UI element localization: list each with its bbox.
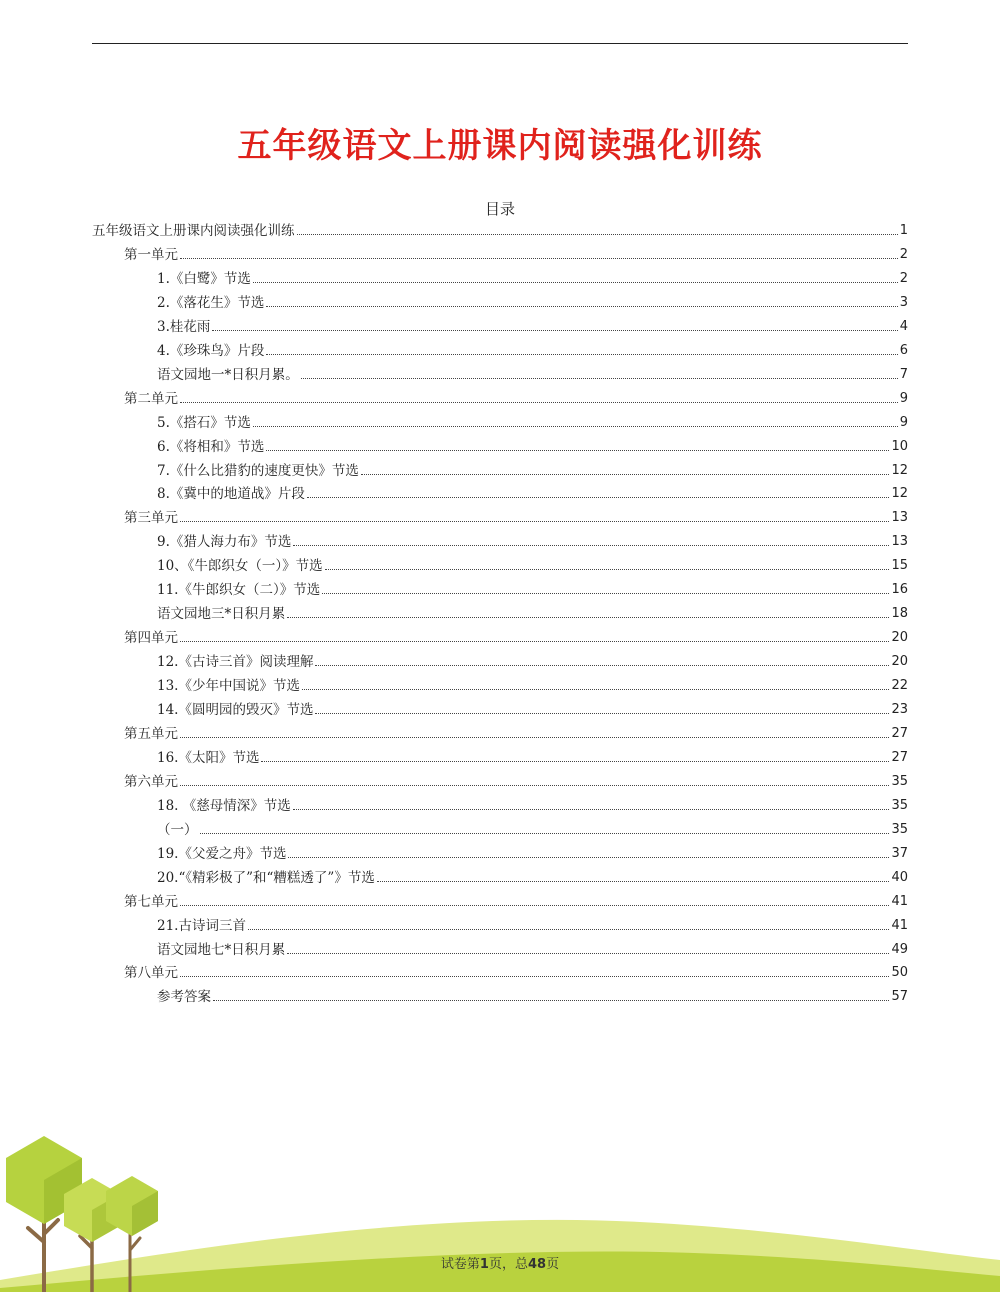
toc-entry[interactable] [157, 364, 908, 384]
toc-entry-page-number: 2 [899, 246, 908, 262]
toc-entry-title: 19.《父爱之舟》节选 [157, 845, 287, 862]
toc-entry-page-number: 49 [891, 941, 908, 957]
toc-entry[interactable] [157, 483, 908, 503]
toc-dot-leader [200, 832, 890, 834]
document-title: 五年级语文上册课内阅读强化训练 [237, 126, 763, 166]
toc-entry-title: 第三单元 [124, 510, 178, 527]
toc-dot-leader [287, 952, 889, 954]
toc-entry-title: 18. 《慈母情深》节选 [157, 797, 291, 814]
toc-entry-title: 第六单元 [124, 773, 178, 790]
toc-entry[interactable] [157, 603, 908, 623]
page-footer [0, 1253, 1000, 1272]
toc-entry-title: 14.《圆明园的毁灭》节选 [157, 702, 314, 718]
toc-dot-leader [266, 449, 889, 451]
toc-entry-title: 1.《白鹭》节选 [157, 270, 251, 287]
toc-dot-leader [180, 736, 889, 738]
toc-entry-page-number: 4 [899, 318, 908, 334]
toc-entry[interactable] [157, 795, 908, 815]
footer-suffix: 页 [546, 1257, 560, 1272]
toc-dot-leader [293, 544, 889, 546]
toc-dot-leader [288, 856, 889, 858]
toc-entry-page-number: 7 [899, 366, 908, 382]
toc-entry[interactable] [124, 962, 908, 982]
toc-entry-page-number: 10 [891, 438, 908, 454]
footer-total-pages: 48 [527, 1257, 547, 1272]
toc-entry-page-number: 18 [891, 606, 908, 622]
toc-entry-title: 9.《猎人海力布》节选 [157, 534, 292, 551]
toc-dot-leader [377, 880, 890, 882]
toc-entry-page-number: 20 [891, 654, 908, 670]
toc-entry-title: 13.《少年中国说》节选 [157, 678, 300, 695]
toc-entry[interactable] [157, 340, 908, 360]
toc-entry-page-number: 50 [891, 965, 908, 981]
toc-entry[interactable] [157, 555, 908, 575]
toc-entry[interactable] [157, 292, 908, 312]
toc-entry-title: 参考答案 [157, 989, 211, 1006]
toc-dot-leader [322, 592, 889, 594]
toc-entry-page-number: 41 [891, 893, 908, 909]
toc-entry-page-number: 2 [899, 270, 908, 286]
toc-entry-page-number: 15 [891, 558, 908, 574]
toc-entry-page-number: 27 [891, 749, 908, 765]
toc-entry-title: 11.《牛郎织女（二）》节选 [157, 582, 321, 599]
toc-entry[interactable] [157, 436, 908, 456]
toc-entry-page-number: 22 [891, 678, 908, 694]
toc-entry-page-number: 9 [899, 390, 908, 406]
toc-entry-title: 3.桂花雨 [157, 318, 211, 335]
toc-entry-page-number: 13 [891, 510, 908, 526]
toc-entry[interactable] [124, 627, 908, 647]
toc-dot-leader [293, 808, 890, 810]
toc-entry[interactable] [124, 244, 908, 264]
toc-entry-page-number: 40 [891, 869, 908, 885]
toc-dot-leader [180, 784, 889, 786]
toc-entry[interactable] [157, 867, 908, 887]
toc-entry[interactable] [157, 412, 908, 432]
toc-dot-leader [301, 377, 898, 379]
toc-entry-page-number: 20 [891, 630, 908, 646]
toc-entry-page-number: 12 [891, 462, 908, 478]
toc-entry[interactable] [157, 819, 908, 839]
toc-entry-title: 20.“《精彩极了”和“糟糕透了”》节选 [157, 869, 375, 886]
toc-dot-leader [287, 616, 889, 618]
toc-entry-page-number: 12 [891, 486, 908, 502]
tree-canopies [6, 1136, 158, 1242]
toc-dot-leader [297, 233, 898, 235]
toc-entry-title: 2.《落花生》节选 [157, 294, 265, 311]
toc-entry-title: 语文园地三*日积月累 [157, 606, 286, 623]
toc-dot-leader [253, 425, 898, 427]
toc-entry-page-number: 37 [891, 845, 908, 861]
toc-entry-title: 7.《什么比猎豹的速度更快》节选 [157, 462, 359, 479]
toc-entry-title: 8.《冀中的地道战》片段 [157, 486, 305, 503]
toc-entry-page-number: 35 [891, 821, 908, 837]
toc-entry[interactable] [157, 843, 908, 863]
toc-entry-title: 第八单元 [124, 965, 178, 982]
toc-entry[interactable] [157, 579, 908, 599]
toc-entry-title: （一） [157, 821, 198, 838]
toc-dot-leader [180, 520, 889, 522]
toc-dot-leader [253, 281, 898, 283]
toc-entry-page-number: 35 [891, 773, 908, 789]
toc-entry[interactable] [124, 891, 908, 911]
toc-entry-title: 第七单元 [124, 893, 178, 910]
toc-entry-page-number: 13 [891, 534, 908, 550]
toc-dot-leader [180, 904, 889, 906]
toc-dot-leader [266, 305, 897, 307]
toc-dot-leader [302, 688, 889, 690]
toc-entry-page-number: 16 [891, 582, 908, 598]
toc-entry[interactable] [157, 460, 908, 480]
toc-dot-leader [315, 712, 889, 714]
toc-entry-page-number: 41 [891, 917, 908, 933]
toc-entry-page-number: 1 [899, 223, 908, 238]
header-rule [92, 43, 908, 44]
toc-dot-leader [315, 664, 889, 666]
toc-entry-page-number: 3 [899, 294, 908, 310]
footer-current-page: 1 [479, 1257, 489, 1272]
toc-entry[interactable] [157, 747, 908, 767]
toc-entry-title: 12.《古诗三首》阅读理解 [157, 654, 314, 671]
toc-dot-leader [180, 257, 898, 259]
toc-entry[interactable] [124, 388, 908, 408]
footer-middle: 页，总 [488, 1257, 528, 1272]
toc-entry-title: 5.《搭石》节选 [157, 414, 251, 431]
toc-entry-title: 语文园地一*日积月累。 [157, 366, 299, 383]
toc-entry-page-number: 27 [891, 725, 908, 741]
toc-dot-leader [361, 473, 890, 475]
toc-entry[interactable] [124, 507, 908, 527]
toc-entry-title: 第五单元 [124, 725, 178, 742]
toc-entry[interactable] [124, 723, 908, 743]
toc-entry[interactable] [157, 316, 908, 336]
toc-entry[interactable] [157, 651, 908, 671]
footer-prefix: 试卷第 [440, 1257, 480, 1272]
toc-entry[interactable] [157, 675, 908, 695]
toc-entry-title: 语文园地七*日积月累 [157, 941, 286, 958]
toc-entry[interactable] [92, 220, 908, 240]
toc-dot-leader [325, 568, 890, 570]
toc-entry-page-number: 35 [891, 797, 908, 813]
toc-entry-title: 10、《牛郎织女（一）》节选 [157, 558, 323, 575]
toc-entry-page-number: 9 [899, 414, 908, 430]
toc-entry-title: 五年级语文上册课内阅读强化训练 [92, 223, 295, 239]
toc-dot-leader [180, 975, 889, 977]
toc-entry[interactable] [157, 939, 908, 959]
toc-entry-page-number: 23 [891, 702, 908, 717]
toc-dot-leader [213, 999, 889, 1001]
toc-entry-title: 6.《将相和》节选 [157, 438, 265, 455]
toc-entry-page-number: 6 [899, 342, 908, 358]
toc-entry-title: 第四单元 [124, 630, 178, 647]
toc-dot-leader [261, 760, 889, 762]
toc-entry-page-number: 57 [891, 989, 908, 1005]
toc-entry[interactable] [157, 699, 908, 719]
toc-dot-leader [248, 928, 889, 930]
toc-entry[interactable] [157, 915, 908, 935]
toc-entry[interactable] [124, 771, 908, 791]
toc-dot-leader [212, 329, 897, 331]
toc-entry[interactable] [157, 268, 908, 288]
toc-dot-leader [307, 496, 890, 498]
toc-entry-title: 21.古诗词三首 [157, 917, 246, 934]
toc-dot-leader [180, 401, 898, 403]
toc-entry-title: 第一单元 [124, 246, 178, 263]
toc-entry-title: 16.《太阳》节选 [157, 749, 260, 766]
toc-dot-leader [266, 353, 897, 355]
toc-heading: 目录 [484, 200, 515, 218]
toc-entry-title: 4.《珍珠鸟》片段 [157, 342, 265, 359]
toc-entry[interactable] [157, 531, 908, 551]
toc-entry[interactable] [157, 986, 908, 1006]
toc-entry-title: 第二单元 [124, 390, 178, 407]
toc-dot-leader [180, 640, 889, 642]
